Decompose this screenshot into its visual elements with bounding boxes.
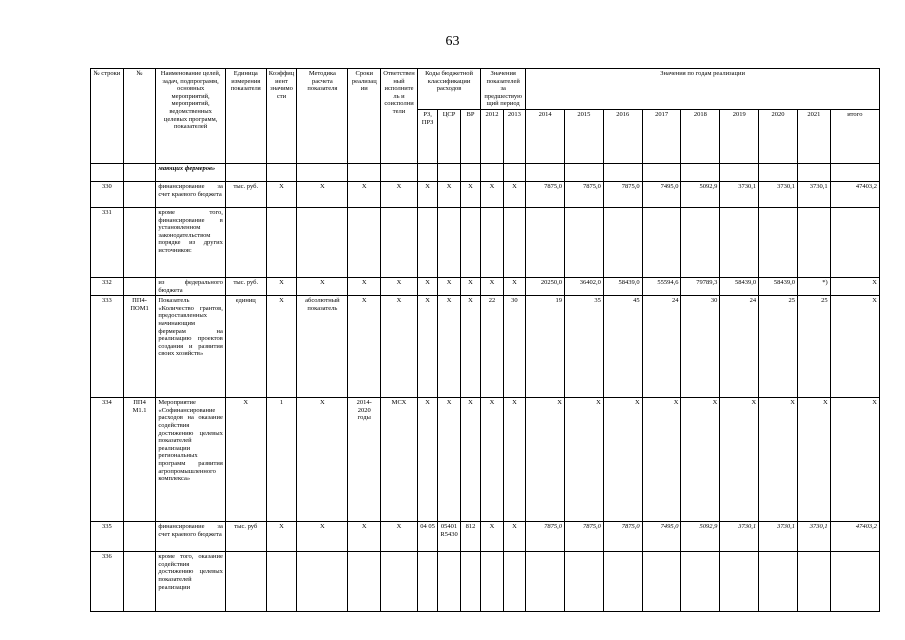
cell-coef xyxy=(266,552,297,612)
header-y2018: 2018 xyxy=(681,109,720,163)
page-number: 63 xyxy=(445,34,460,49)
header-rz: РЗ, ПРЗ xyxy=(417,109,437,163)
cell-resp: МСХ xyxy=(381,398,418,522)
cell-term: X xyxy=(348,296,381,398)
cell-y2021: 3730,1 xyxy=(797,181,830,207)
cell-num: ПП4-ПОМ1 xyxy=(123,296,156,398)
cell-p2013: X xyxy=(503,522,525,552)
header-y2017: 2017 xyxy=(642,109,681,163)
header-resp: Ответственный исполнитель и соисполнители xyxy=(381,69,418,164)
cell-method: X xyxy=(297,398,348,522)
cell-num: ПП4 М1.1 xyxy=(123,398,156,522)
cell-unit: тыс. руб. xyxy=(225,277,266,295)
cell-p2012: 22 xyxy=(481,296,503,398)
cell-y2021: *) xyxy=(797,277,830,295)
cell-coef: X xyxy=(266,296,297,398)
cell-vr xyxy=(460,552,480,612)
cell-no: 332 xyxy=(91,277,124,295)
cell-csr: X xyxy=(438,277,460,295)
cell-name: Показатель «Количество грантов, предоставленных начинающим фермерам на реализацию проектов создания и развития своих хозяйств» xyxy=(156,296,225,398)
cell-p2012: X xyxy=(481,181,503,207)
cell-y2020 xyxy=(759,207,798,277)
cell-csr xyxy=(438,552,460,612)
cell-name: из федерального бюджета xyxy=(156,277,225,295)
cell-term xyxy=(348,207,381,277)
cell-y2020: X xyxy=(759,398,798,522)
cell-no: 334 xyxy=(91,398,124,522)
cell-y2021: 25 xyxy=(797,296,830,398)
cell-coef: X xyxy=(266,522,297,552)
cell-y2015: X xyxy=(565,398,604,522)
cell-rz: X xyxy=(417,296,437,398)
header-row-1 xyxy=(91,69,880,110)
cell-no: 330 xyxy=(91,181,124,207)
continuation-row xyxy=(91,163,880,181)
cell-y2016: 7875,0 xyxy=(603,181,642,207)
cell-y2014: X xyxy=(526,398,565,522)
cell-y2019: 24 xyxy=(720,296,759,398)
cell-name: финансирование за счет краевого бюджета xyxy=(156,181,225,207)
cell-csr: X xyxy=(438,398,460,522)
header-term: Сроки реализации xyxy=(348,69,381,164)
cell-y2018: 30 xyxy=(681,296,720,398)
cell-y2016 xyxy=(603,552,642,612)
cell-vr: X xyxy=(460,277,480,295)
cell-y2019 xyxy=(720,552,759,612)
cell-y2014 xyxy=(526,207,565,277)
header-method: Методика расчета показателя xyxy=(297,69,348,164)
header-p2012: 2012 xyxy=(481,109,503,163)
cell-name: финансирование за счет краевого бюджета xyxy=(156,522,225,552)
cell-p2013 xyxy=(503,552,525,612)
header-row-no: № строки xyxy=(91,69,124,164)
cell-y2015: 36402,0 xyxy=(565,277,604,295)
cell-p2012: X xyxy=(481,522,503,552)
cell-csr: X xyxy=(438,181,460,207)
table-row xyxy=(91,296,880,398)
header-vr: ВР xyxy=(460,109,480,163)
header-p2013: 2013 xyxy=(503,109,525,163)
cell-vr: X xyxy=(460,296,480,398)
cell-no: 335 xyxy=(91,522,124,552)
cell-y2016: X xyxy=(603,398,642,522)
cell-y2015 xyxy=(565,207,604,277)
cell-num xyxy=(123,207,156,277)
cell-resp: X xyxy=(381,277,418,295)
cell-y2021 xyxy=(797,207,830,277)
cell-total xyxy=(830,207,879,277)
header-csr: ЦСР xyxy=(438,109,460,163)
cell-term xyxy=(348,552,381,612)
cell-total: X xyxy=(830,398,879,522)
cell-no: 333 xyxy=(91,296,124,398)
cell-unit: X xyxy=(225,398,266,522)
cell-y2020: 3730,1 xyxy=(759,181,798,207)
cell-total: X xyxy=(830,277,879,295)
cell-name: кроме того, финансирование в установленном законодательством порядке из других источников: xyxy=(156,207,225,277)
cell-y2018 xyxy=(681,207,720,277)
cell-method xyxy=(297,207,348,277)
cell-resp xyxy=(381,552,418,612)
cell-y2018 xyxy=(681,552,720,612)
cell-y2019: 58439,0 xyxy=(720,277,759,295)
cell-p2013: X xyxy=(503,277,525,295)
cell-unit: тыс. руб xyxy=(225,522,266,552)
cell-no: 336 xyxy=(91,552,124,612)
cell-name: Мероприятие «Софинансирование расходов на оказание содействия достижению целевых показателей реализации региональных программ развития агропромышленного комплекса» xyxy=(156,398,225,522)
cell-y2019: 3730,1 xyxy=(720,181,759,207)
cell-total: 47403,2 xyxy=(830,522,879,552)
cell-resp xyxy=(381,207,418,277)
cell-rz xyxy=(417,207,437,277)
cell-y2020 xyxy=(759,552,798,612)
cell-y2017: X xyxy=(642,398,681,522)
header-y2016: 2016 xyxy=(603,109,642,163)
cell-y2017: 7495,0 xyxy=(642,522,681,552)
cell-unit: тыс. руб. xyxy=(225,181,266,207)
cell-no: 331 xyxy=(91,207,124,277)
cell-rz xyxy=(417,552,437,612)
cell-y2018: X xyxy=(681,398,720,522)
cell-y2021: X xyxy=(797,398,830,522)
cell-resp: X xyxy=(381,296,418,398)
cell-num xyxy=(123,552,156,612)
header-total: итого xyxy=(830,109,879,163)
cell-name: кроме того, оказание содействия достижению целевых показателей реализации xyxy=(156,552,225,612)
cell-y2017: 7495,0 xyxy=(642,181,681,207)
cell-p2013: 30 xyxy=(503,296,525,398)
cell-y2017 xyxy=(642,207,681,277)
cell-y2015: 35 xyxy=(565,296,604,398)
continuation-text: мающих фермеров» xyxy=(156,163,225,181)
cell-term: X xyxy=(348,522,381,552)
cell-y2014 xyxy=(526,552,565,612)
header-y2015: 2015 xyxy=(565,109,604,163)
cell-y2017: 55594,6 xyxy=(642,277,681,295)
header-name: Наименование целей, задач, подпрограмм, основных мероприятий, мероприятий, ведомственных целевых программ, показателей xyxy=(156,69,225,164)
cell-coef: 1 xyxy=(266,398,297,522)
cell-csr: X xyxy=(438,296,460,398)
cell-term: X xyxy=(348,277,381,295)
cell-coef: X xyxy=(266,181,297,207)
cell-y2019: 3730,1 xyxy=(720,522,759,552)
header-unit: Единица измерения показателя xyxy=(225,69,266,164)
cell-resp: X xyxy=(381,181,418,207)
cell-rz: X xyxy=(417,398,437,522)
table-row xyxy=(91,552,880,612)
cell-num xyxy=(123,522,156,552)
cell-y2015: 7875,0 xyxy=(565,181,604,207)
cell-unit xyxy=(225,552,266,612)
cell-term: X xyxy=(348,181,381,207)
cell-y2016 xyxy=(603,207,642,277)
header-num: № xyxy=(123,69,156,164)
cell-csr xyxy=(438,207,460,277)
cell-y2019: X xyxy=(720,398,759,522)
cell-y2016: 7875,0 xyxy=(603,522,642,552)
cell-csr: 05401 R5430 xyxy=(438,522,460,552)
cell-y2015 xyxy=(565,552,604,612)
cell-y2018: 5092,9 xyxy=(681,181,720,207)
header-coef: Коэффициент значимости xyxy=(266,69,297,164)
cell-y2018: 5092,9 xyxy=(681,522,720,552)
cell-coef xyxy=(266,207,297,277)
cell-total xyxy=(830,552,879,612)
cell-method: X xyxy=(297,277,348,295)
cell-y2014: 7875,0 xyxy=(526,181,565,207)
cell-vr: 812 xyxy=(460,522,480,552)
cell-method: X xyxy=(297,522,348,552)
cell-method: абсолютный показатель xyxy=(297,296,348,398)
cell-y2019 xyxy=(720,207,759,277)
cell-p2012 xyxy=(481,207,503,277)
program-table xyxy=(90,68,880,612)
cell-p2012: X xyxy=(481,398,503,522)
cell-y2014: 7875,0 xyxy=(526,522,565,552)
cell-y2017 xyxy=(642,552,681,612)
cell-p2013: X xyxy=(503,181,525,207)
table-row xyxy=(91,181,880,207)
cell-rz: X xyxy=(417,277,437,295)
cell-p2012 xyxy=(481,552,503,612)
cell-method xyxy=(297,552,348,612)
cell-rz: 04 05 xyxy=(417,522,437,552)
cell-y2020: 58439,0 xyxy=(759,277,798,295)
cell-num xyxy=(123,277,156,295)
cell-vr xyxy=(460,207,480,277)
header-y2014: 2014 xyxy=(526,109,565,163)
cell-coef: X xyxy=(266,277,297,295)
cell-resp: X xyxy=(381,522,418,552)
cell-y2015: 7875,0 xyxy=(565,522,604,552)
cell-method: X xyxy=(297,181,348,207)
cell-y2014: 19 xyxy=(526,296,565,398)
cell-total: 47403,2 xyxy=(830,181,879,207)
cell-unit: единиц xyxy=(225,296,266,398)
cell-num xyxy=(123,181,156,207)
cell-p2012: X xyxy=(481,277,503,295)
cell-y2020: 25 xyxy=(759,296,798,398)
cell-y2017: 24 xyxy=(642,296,681,398)
header-prev: Значения показателей за предшествующий период xyxy=(481,69,526,110)
cell-rz: X xyxy=(417,181,437,207)
cell-y2018: 79789,3 xyxy=(681,277,720,295)
table-row xyxy=(91,522,880,552)
cell-y2021: 3730,1 xyxy=(797,522,830,552)
cell-y2021 xyxy=(797,552,830,612)
table-row xyxy=(91,207,880,277)
cell-y2016: 58439,0 xyxy=(603,277,642,295)
cell-y2020: 3730,1 xyxy=(759,522,798,552)
cell-vr: X xyxy=(460,398,480,522)
cell-y2016: 45 xyxy=(603,296,642,398)
header-y2021: 2021 xyxy=(797,109,830,163)
cell-p2013 xyxy=(503,207,525,277)
header-codes: Коды бюджетной классификации расходов xyxy=(417,69,480,110)
header-y2020: 2020 xyxy=(759,109,798,163)
table-row xyxy=(91,277,880,295)
header-y2019: 2019 xyxy=(720,109,759,163)
cell-p2013: X xyxy=(503,398,525,522)
cell-term: 2014-2020 годы xyxy=(348,398,381,522)
cell-total: X xyxy=(830,296,879,398)
table-row xyxy=(91,398,880,522)
cell-unit xyxy=(225,207,266,277)
header-years-title: Значения по годам реализации xyxy=(526,69,880,110)
cell-y2014: 20250,0 xyxy=(526,277,565,295)
cell-vr: X xyxy=(460,181,480,207)
